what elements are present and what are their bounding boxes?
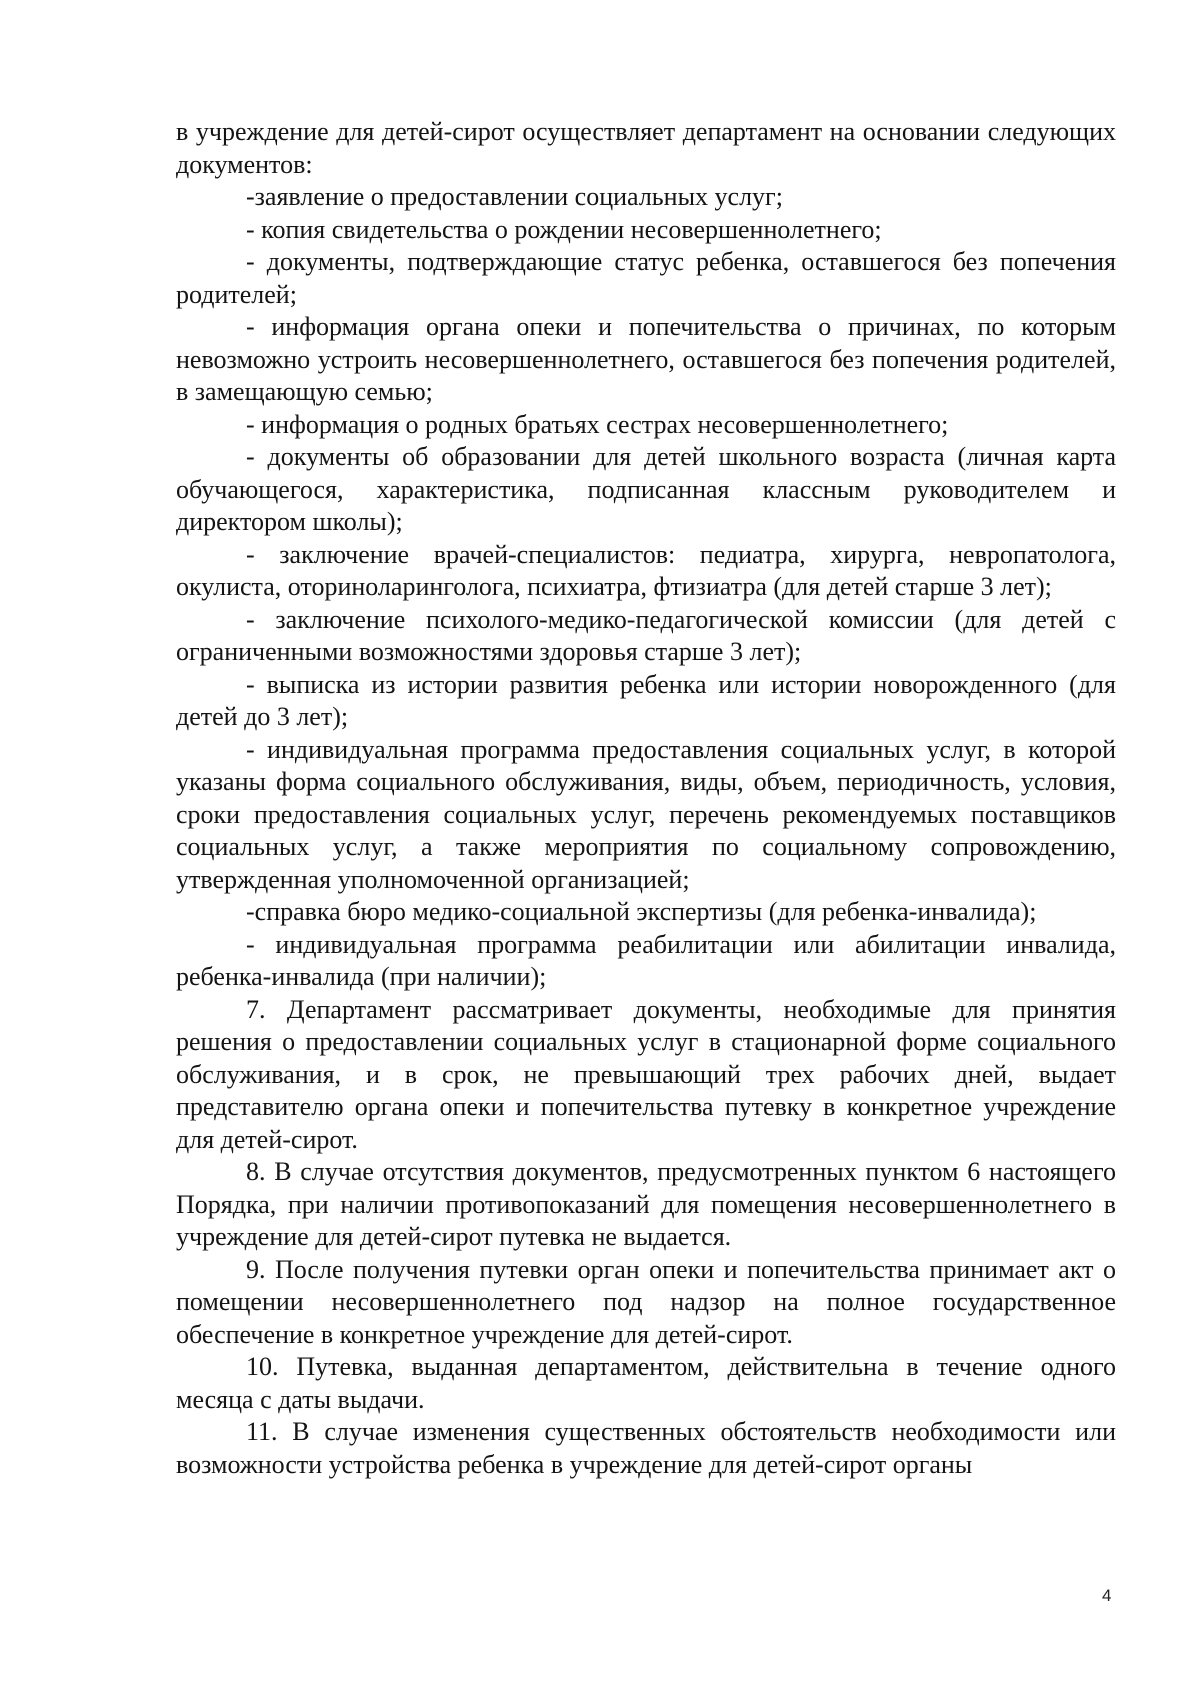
list-item: - выписка из истории развития ребенка или истории новорожденного (для детей до 3 лет); [176,669,1116,731]
list-item: - заключение врачей-специалистов: педиатра, хирурга, невропатолога, окулиста, оториноларинголога, психиатра, фтизиатра (для детей старше 3 лет); [176,539,1116,601]
numbered-paragraph: 9. После получения путевки орган опеки и попечительства принимает акт о помещении несовершеннолетнего под надзор на полное государственное обеспечение в конкретное учреждение для детей-сирот. [176,1254,1116,1349]
page-number: 4 [1102,1586,1112,1605]
numbered-paragraph: 10. Путевка, выданная департаментом, действительна в течение одного месяца с даты выдачи. [176,1352,1116,1414]
list-item: - индивидуальная программа предоставления социальных услуг, в которой указаны форма социального обслуживания, виды, объем, периодичность, условия, сроки предоставления социальных услуг, перечень рекомендуемых поставщиков социальных услуг, а также мероприятия по социальному сопровождению, утвержденная уполномоченной организацией; [176,734,1116,894]
list-item: - индивидуальная программа реабилитации или абилитации инвалида, ребенка-инвалида (при наличии); [176,929,1116,991]
list-item: - копия свидетельства о рождении несовершеннолетнего; [246,214,882,244]
numbered-paragraph: 7. Департамент рассматривает документы, необходимые для принятия решения о предоставлении социальных услуг в стационарной форме социального обслуживания, и в срок, не превышающий трех рабочих дней, выдает представителю органа опеки и попечительства путевку в конкретное учреждение для детей-сирот. [176,994,1116,1154]
list-item: -справка бюро медико-социальной экспертизы (для ребенка-инвалида); [246,897,1037,926]
list-item: - информация органа опеки и попечительства о причинах, по которым невозможно устроить несовершеннолетнего, оставшегося без попечения родителей, в замещающую семью; [176,312,1116,406]
list-item: -заявление о предоставлении социальных услуг; [246,182,783,211]
document-body [176,116,1116,1481]
list-item: - заключение психолого-медико-педагогической комиссии (для детей с ограниченными возможностями здоровья старше 3 лет); [176,604,1116,666]
list-item: - документы, подтверждающие статус ребенка, оставшегося без попечения родителей; [176,247,1116,309]
list-item: - информация о родных братьях сестрах несовершеннолетнего; [246,409,949,439]
numbered-paragraph: 11. В случае изменения существенных обстоятельств необходимости или возможности устройства ребенка в учреждение для детей-сирот органы [176,1417,1116,1479]
paragraph: в учреждение для детей-сирот осуществляет департамент на основании следующих документов: [176,117,1116,179]
numbered-paragraph: 8. В случае отсутствия документов, предусмотренных пунктом 6 настоящего Порядка, при наличии противопоказаний для помещения несовершеннолетнего в учреждение для детей-сирот путевка не выдается. [176,1157,1116,1251]
list-item: - документы об образовании для детей школьного возраста (личная карта обучающегося, характеристика, подписанная классным руководителем и директором школы); [176,442,1116,536]
